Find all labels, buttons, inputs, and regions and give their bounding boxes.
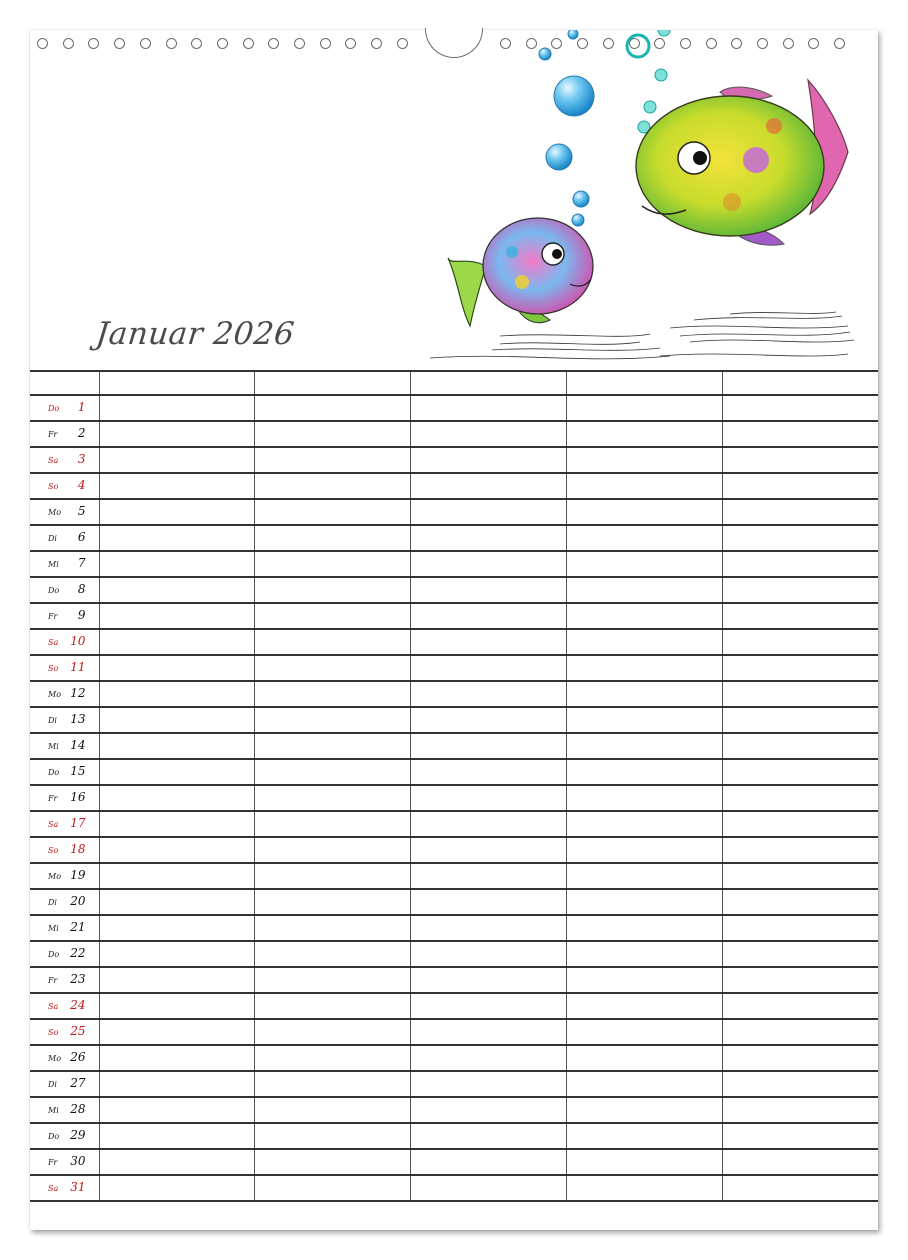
entry-cell[interactable] (722, 473, 878, 499)
entry-cell[interactable] (99, 1123, 255, 1149)
weekday-label: Mi (48, 1106, 59, 1115)
entry-cell[interactable] (255, 447, 411, 473)
weekday-label: Do (48, 950, 60, 959)
entry-cell[interactable] (99, 1019, 255, 1045)
entry-cell[interactable] (99, 603, 255, 629)
day-number: 27 (70, 1076, 86, 1090)
entry-cell[interactable] (722, 577, 878, 603)
weekday-label: Do (48, 404, 60, 413)
weekday-label: Sa (48, 638, 59, 647)
date-cell (30, 1071, 99, 1097)
entry-cell[interactable] (411, 915, 567, 941)
entry-cell[interactable] (566, 1071, 722, 1097)
entry-cell[interactable] (255, 759, 411, 785)
entry-cell[interactable] (255, 421, 411, 447)
day-row (30, 421, 878, 447)
entry-cell[interactable] (566, 603, 722, 629)
entry-cell[interactable] (566, 629, 722, 655)
weekday-label: Do (48, 586, 60, 595)
header-name-cell[interactable] (411, 371, 567, 395)
date-cell (30, 499, 99, 525)
date-cell (30, 785, 99, 811)
entry-cell[interactable] (722, 889, 878, 915)
entry-cell[interactable] (411, 681, 567, 707)
entry-cell[interactable] (411, 837, 567, 863)
entry-cell[interactable] (255, 629, 411, 655)
weekday-label: So (48, 482, 59, 491)
date-cell (30, 759, 99, 785)
date-cell (30, 967, 99, 993)
weekday-label: Di (48, 716, 57, 725)
entry-cell[interactable] (411, 707, 567, 733)
entry-cell[interactable] (99, 1071, 255, 1097)
entry-cell[interactable] (411, 1019, 567, 1045)
entry-cell[interactable] (99, 655, 255, 681)
entry-cell[interactable] (566, 421, 722, 447)
day-number: 9 (77, 608, 86, 622)
weekday-label: Mo (48, 508, 62, 517)
entry-cell[interactable] (255, 551, 411, 577)
date-cell (30, 915, 99, 941)
entry-cell[interactable] (255, 1019, 411, 1045)
day-number: 8 (77, 582, 86, 596)
weekday-label: So (48, 1028, 59, 1037)
day-row (30, 993, 878, 1019)
day-number: 3 (77, 452, 86, 466)
entry-cell[interactable] (722, 655, 878, 681)
day-number: 30 (70, 1154, 86, 1168)
entry-cell[interactable] (722, 447, 878, 473)
entry-cell[interactable] (722, 811, 878, 837)
day-row (30, 1045, 878, 1071)
entry-cell[interactable] (722, 1175, 878, 1201)
entry-cell[interactable] (722, 1097, 878, 1123)
entry-cell[interactable] (411, 785, 567, 811)
entry-cell[interactable] (99, 421, 255, 447)
entry-cell[interactable] (722, 681, 878, 707)
entry-cell[interactable] (566, 759, 722, 785)
day-number: 22 (70, 946, 86, 960)
weekday-label: Do (48, 768, 60, 777)
day-number: 16 (70, 790, 86, 804)
entry-cell[interactable] (411, 525, 567, 551)
day-row (30, 473, 878, 499)
entry-cell[interactable] (99, 967, 255, 993)
entry-cell[interactable] (255, 499, 411, 525)
date-cell (30, 525, 99, 551)
weekday-label: Fr (48, 976, 58, 985)
header-name-cell[interactable] (722, 371, 878, 395)
entry-cell[interactable] (411, 863, 567, 889)
day-row (30, 577, 878, 603)
day-row (30, 707, 878, 733)
date-cell (30, 395, 99, 421)
entry-cell[interactable] (255, 473, 411, 499)
day-row (30, 837, 878, 863)
entry-cell[interactable] (411, 889, 567, 915)
entry-cell[interactable] (99, 1149, 255, 1175)
weekday-label: Di (48, 534, 57, 543)
day-row (30, 941, 878, 967)
entry-cell[interactable] (99, 395, 255, 421)
small-fish-icon (448, 218, 593, 326)
date-cell (30, 577, 99, 603)
entry-cell[interactable] (255, 1071, 411, 1097)
entry-cell[interactable] (99, 733, 255, 759)
entry-cell[interactable] (722, 733, 878, 759)
weekday-label: Mi (48, 924, 59, 933)
month-title: Januar 2026 (94, 316, 297, 352)
date-cell (30, 811, 99, 837)
entry-cell[interactable] (566, 993, 722, 1019)
entry-cell[interactable] (722, 499, 878, 525)
day-number: 29 (70, 1128, 86, 1142)
entry-cell[interactable] (411, 1175, 567, 1201)
date-cell (30, 707, 99, 733)
day-row (30, 1149, 878, 1175)
entry-cell[interactable] (722, 967, 878, 993)
entry-cell[interactable] (411, 603, 567, 629)
day-row (30, 863, 878, 889)
entry-cell[interactable] (255, 681, 411, 707)
day-number: 31 (70, 1180, 86, 1194)
day-number: 7 (77, 556, 86, 570)
entry-cell[interactable] (99, 1175, 255, 1201)
entry-cell[interactable] (566, 1019, 722, 1045)
day-number: 1 (77, 400, 86, 414)
entry-cell[interactable] (722, 863, 878, 889)
entry-cell[interactable] (411, 811, 567, 837)
entry-cell[interactable] (255, 941, 411, 967)
date-cell (30, 993, 99, 1019)
entry-cell[interactable] (722, 1019, 878, 1045)
entry-cell[interactable] (722, 837, 878, 863)
entry-cell[interactable] (722, 941, 878, 967)
entry-cell[interactable] (99, 681, 255, 707)
entry-cell[interactable] (255, 785, 411, 811)
day-row (30, 967, 878, 993)
day-row (30, 603, 878, 629)
entry-cell[interactable] (255, 863, 411, 889)
day-number: 2 (77, 426, 86, 440)
weekday-label: Mi (48, 742, 59, 751)
day-number: 13 (70, 712, 86, 726)
entry-cell[interactable] (255, 967, 411, 993)
entry-cell[interactable] (411, 473, 567, 499)
entry-cell[interactable] (566, 1175, 722, 1201)
entry-cell[interactable] (99, 551, 255, 577)
entry-cell[interactable] (99, 577, 255, 603)
entry-cell[interactable] (722, 525, 878, 551)
entry-cell[interactable] (411, 1097, 567, 1123)
entry-cell[interactable] (411, 421, 567, 447)
entry-cell[interactable] (566, 1123, 722, 1149)
entry-cell[interactable] (566, 655, 722, 681)
entry-cell[interactable] (411, 551, 567, 577)
entry-cell[interactable] (255, 603, 411, 629)
day-row (30, 1175, 878, 1201)
entry-cell[interactable] (411, 577, 567, 603)
entry-cell[interactable] (411, 447, 567, 473)
entry-cell[interactable] (99, 811, 255, 837)
entry-cell[interactable] (566, 837, 722, 863)
entry-cell[interactable] (99, 499, 255, 525)
entry-cell[interactable] (411, 941, 567, 967)
day-row (30, 759, 878, 785)
date-cell (30, 941, 99, 967)
entry-cell[interactable] (255, 811, 411, 837)
day-number: 15 (70, 764, 86, 778)
day-row (30, 889, 878, 915)
entry-cell[interactable] (255, 655, 411, 681)
entry-cell[interactable] (566, 681, 722, 707)
day-row (30, 1071, 878, 1097)
entry-cell[interactable] (411, 1045, 567, 1071)
entry-cell[interactable] (99, 863, 255, 889)
big-fish-icon (636, 80, 848, 245)
entry-cell[interactable] (566, 577, 722, 603)
header-name-cell[interactable] (99, 371, 255, 395)
entry-cell[interactable] (411, 759, 567, 785)
entry-cell[interactable] (722, 707, 878, 733)
entry-cell[interactable] (255, 1149, 411, 1175)
entry-cell[interactable] (411, 655, 567, 681)
entry-cell[interactable] (722, 603, 878, 629)
day-row (30, 733, 878, 759)
entry-cell[interactable] (566, 1149, 722, 1175)
header-row (30, 371, 878, 395)
entry-cell[interactable] (411, 499, 567, 525)
entry-cell[interactable] (255, 1175, 411, 1201)
day-row (30, 1019, 878, 1045)
date-cell (30, 629, 99, 655)
weekday-label: Fr (48, 794, 58, 803)
entry-cell[interactable] (255, 993, 411, 1019)
entry-cell[interactable] (566, 889, 722, 915)
entry-cell[interactable] (99, 993, 255, 1019)
day-row (30, 447, 878, 473)
entry-cell[interactable] (566, 499, 722, 525)
entry-cell[interactable] (255, 577, 411, 603)
weekday-label: Sa (48, 1002, 59, 1011)
date-cell (30, 837, 99, 863)
entry-cell[interactable] (722, 993, 878, 1019)
sketch-ground (430, 312, 854, 359)
entry-cell[interactable] (566, 785, 722, 811)
entry-cell[interactable] (411, 395, 567, 421)
header-name-cell[interactable] (255, 371, 411, 395)
day-number: 10 (70, 634, 86, 648)
day-row (30, 629, 878, 655)
day-number: 20 (70, 894, 86, 908)
weekday-label: Fr (48, 612, 58, 621)
weekday-label: So (48, 846, 59, 855)
family-planner-grid (30, 370, 878, 1202)
entry-cell[interactable] (722, 1045, 878, 1071)
date-cell (30, 421, 99, 447)
entry-cell[interactable] (566, 863, 722, 889)
entry-cell[interactable] (722, 1071, 878, 1097)
weekday-label: Do (48, 1132, 60, 1141)
entry-cell[interactable] (99, 837, 255, 863)
weekday-label: Mo (48, 1054, 62, 1063)
entry-cell[interactable] (566, 811, 722, 837)
header-name-cell[interactable] (566, 371, 722, 395)
entry-cell[interactable] (99, 759, 255, 785)
weekday-label: Sa (48, 820, 59, 829)
entry-cell[interactable] (722, 915, 878, 941)
weekday-label: Mi (48, 560, 59, 569)
entry-cell[interactable] (411, 733, 567, 759)
day-number: 28 (70, 1102, 86, 1116)
day-row (30, 655, 878, 681)
day-row (30, 1097, 878, 1123)
entry-cell[interactable] (99, 525, 255, 551)
day-row (30, 915, 878, 941)
weekday-label: Di (48, 898, 57, 907)
weekday-label: Sa (48, 456, 59, 465)
day-number: 21 (70, 920, 86, 934)
weekday-label: Fr (48, 1158, 58, 1167)
day-row (30, 811, 878, 837)
entry-cell[interactable] (411, 993, 567, 1019)
entry-cell[interactable] (566, 941, 722, 967)
entry-cell[interactable] (99, 447, 255, 473)
date-cell (30, 1097, 99, 1123)
entry-cell[interactable] (722, 1123, 878, 1149)
day-number: 11 (70, 660, 86, 674)
day-number: 26 (70, 1050, 86, 1064)
day-number: 23 (70, 972, 86, 986)
entry-cell[interactable] (411, 629, 567, 655)
entry-cell[interactable] (255, 733, 411, 759)
entry-cell[interactable] (566, 707, 722, 733)
day-row (30, 499, 878, 525)
entry-cell[interactable] (566, 1045, 722, 1071)
date-cell (30, 655, 99, 681)
entry-cell[interactable] (722, 759, 878, 785)
date-cell (30, 681, 99, 707)
day-number: 17 (70, 816, 86, 830)
entry-cell[interactable] (99, 1045, 255, 1071)
entry-cell[interactable] (255, 1045, 411, 1071)
weekday-label: Sa (48, 1184, 59, 1193)
entry-cell[interactable] (722, 1149, 878, 1175)
calendar-page (30, 30, 878, 1230)
day-number: 25 (70, 1024, 86, 1038)
entry-cell[interactable] (255, 395, 411, 421)
date-cell (30, 1175, 99, 1201)
entry-cell[interactable] (99, 629, 255, 655)
day-row (30, 681, 878, 707)
weekday-label: So (48, 664, 59, 673)
date-cell (30, 1019, 99, 1045)
entry-cell[interactable] (566, 967, 722, 993)
day-row (30, 1123, 878, 1149)
date-cell (30, 447, 99, 473)
entry-cell[interactable] (255, 889, 411, 915)
date-cell (30, 473, 99, 499)
entry-cell[interactable] (99, 941, 255, 967)
day-number: 19 (70, 868, 86, 882)
entry-cell[interactable] (411, 967, 567, 993)
entry-cell[interactable] (255, 707, 411, 733)
day-row (30, 395, 878, 421)
entry-cell[interactable] (99, 785, 255, 811)
day-number: 12 (70, 686, 86, 700)
entry-cell[interactable] (255, 1097, 411, 1123)
entry-cell[interactable] (255, 915, 411, 941)
entry-cell[interactable] (99, 889, 255, 915)
day-row (30, 785, 878, 811)
weekday-label: Mo (48, 690, 62, 699)
entry-cell[interactable] (99, 473, 255, 499)
entry-cell[interactable] (411, 1071, 567, 1097)
day-number: 24 (70, 998, 86, 1012)
entry-cell[interactable] (566, 1097, 722, 1123)
day-row (30, 525, 878, 551)
date-cell (30, 1123, 99, 1149)
entry-cell[interactable] (255, 837, 411, 863)
entry-cell[interactable] (722, 551, 878, 577)
date-cell (30, 889, 99, 915)
date-cell (30, 603, 99, 629)
entry-cell[interactable] (255, 1123, 411, 1149)
header-date-cell (30, 371, 99, 395)
weekday-label: Fr (48, 430, 58, 439)
entry-cell[interactable] (722, 421, 878, 447)
entry-cell[interactable] (722, 395, 878, 421)
entry-cell[interactable] (411, 1149, 567, 1175)
day-number: 14 (70, 738, 86, 752)
entry-cell[interactable] (99, 915, 255, 941)
day-row (30, 551, 878, 577)
entry-cell[interactable] (99, 1097, 255, 1123)
day-number: 18 (70, 842, 86, 856)
date-cell (30, 1045, 99, 1071)
date-cell (30, 551, 99, 577)
weekday-label: Mo (48, 872, 62, 881)
entry-cell[interactable] (566, 915, 722, 941)
entry-cell[interactable] (566, 551, 722, 577)
entry-cell[interactable] (255, 525, 411, 551)
entry-cell[interactable] (566, 473, 722, 499)
date-cell (30, 863, 99, 889)
entry-cell[interactable] (566, 447, 722, 473)
entry-cell[interactable] (566, 395, 722, 421)
entry-cell[interactable] (99, 707, 255, 733)
day-number: 4 (77, 478, 86, 492)
entry-cell[interactable] (722, 785, 878, 811)
entry-cell[interactable] (566, 525, 722, 551)
date-cell (30, 733, 99, 759)
day-number: 5 (77, 504, 86, 518)
weekday-label: Di (48, 1080, 57, 1089)
entry-cell[interactable] (411, 1123, 567, 1149)
entry-cell[interactable] (722, 629, 878, 655)
date-cell (30, 1149, 99, 1175)
day-number: 6 (77, 530, 86, 544)
entry-cell[interactable] (566, 733, 722, 759)
